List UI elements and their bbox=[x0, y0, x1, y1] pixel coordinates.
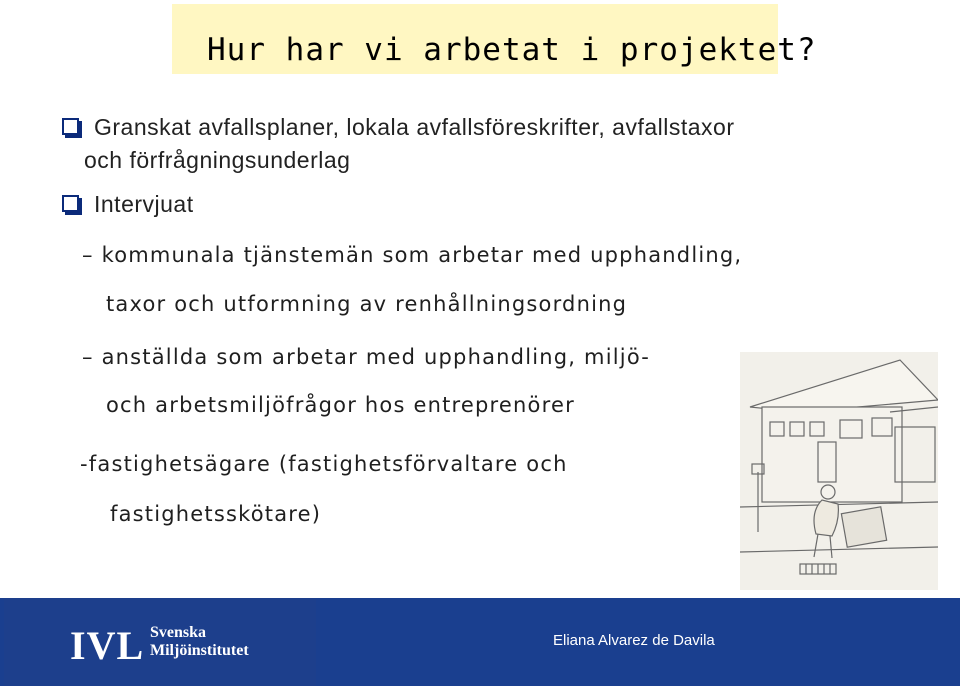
sub-item-3-line-1: -fastighetsägare (fastighetsförvaltare och bbox=[80, 452, 568, 476]
checkbox-bullet-icon bbox=[62, 195, 79, 212]
sub-item-3-line-2: fastighetsskötare) bbox=[110, 502, 322, 526]
bullet-2-line-1: Intervjuat bbox=[94, 191, 194, 217]
checkbox-bullet-icon bbox=[62, 118, 79, 135]
ivl-logo: IVL bbox=[70, 623, 145, 668]
logo-text-line-2: Miljöinstitutet bbox=[150, 642, 249, 659]
logo-text-line-1: Svenska bbox=[150, 624, 207, 641]
sub-item-1-line-2: taxor och utformning av renhållningsordning bbox=[106, 292, 628, 316]
slide-title: Hur har vi arbetat i projektet? bbox=[207, 32, 817, 68]
bullet-1-line-1: Granskat avfallsplaner, lokala avfallsföreskrifter, avfallstaxor bbox=[94, 114, 735, 140]
sub-item-1-line-1: – kommunala tjänstemän som arbetar med upphandling, bbox=[82, 243, 743, 267]
sub-item-2-line-2: och arbetsmiljöfrågor hos entreprenörer bbox=[106, 393, 575, 417]
footer-author: Eliana Alvarez de Davila bbox=[553, 632, 715, 649]
bullet-1-line-2: och förfrågningsunderlag bbox=[84, 147, 351, 173]
house-with-worker-sketch-icon bbox=[740, 352, 938, 590]
sub-item-2-line-1: – anställda som arbetar med upphandling, miljö- bbox=[82, 345, 651, 369]
